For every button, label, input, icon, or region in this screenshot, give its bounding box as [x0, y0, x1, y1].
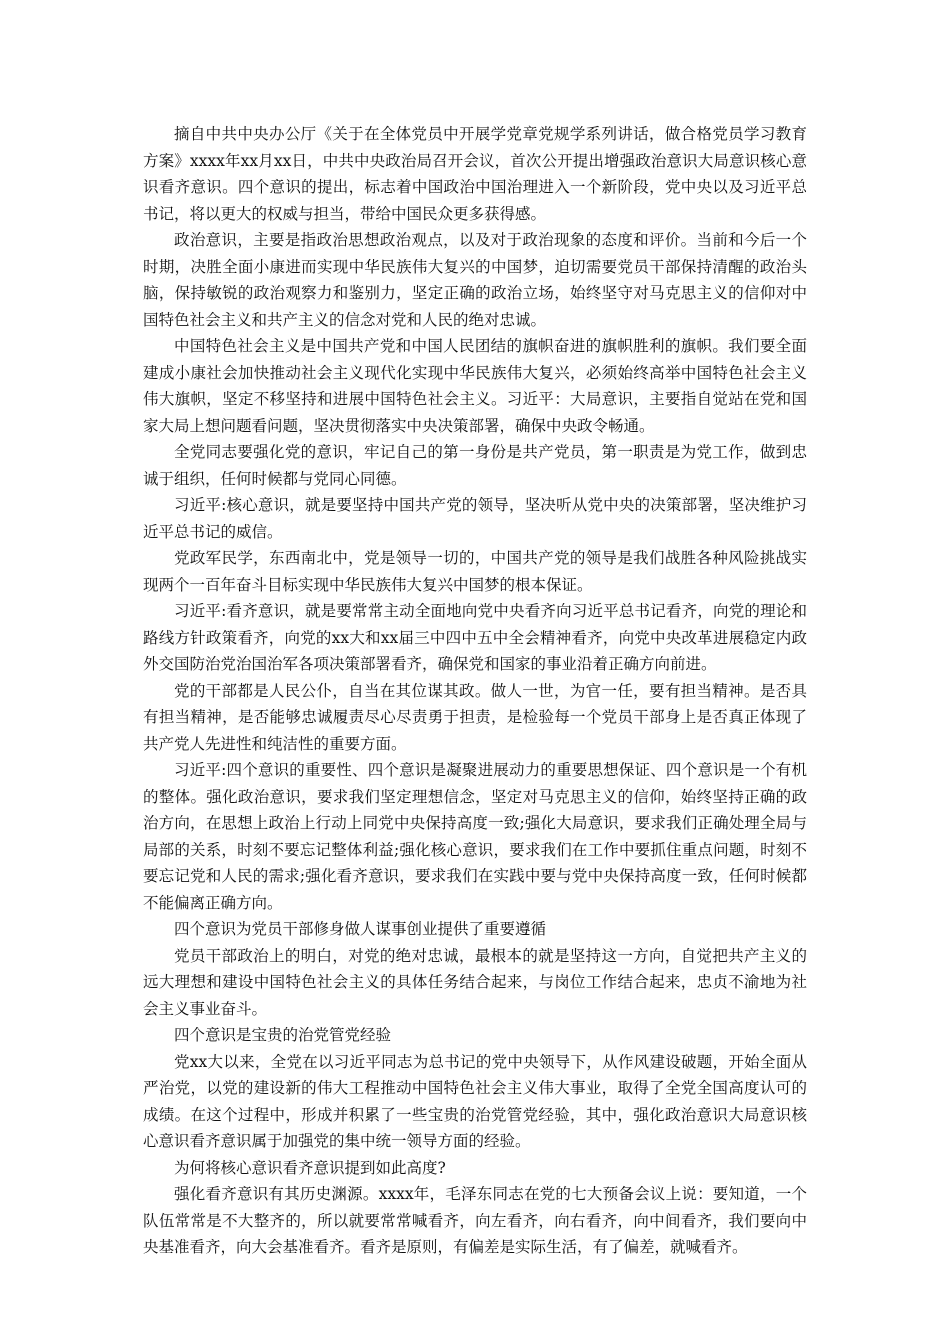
paragraph: 习近平:核心意识，就是要坚持中国共产党的领导，坚决听从党中央的决策部署，坚决维护习近平总书记的威信。	[143, 496, 807, 541]
paragraph: 强化看齐意识有其历史渊源。xxxx年，毛泽东同志在党的七大预备会议上说：要知道，一个队伍常常是不大整齐的，所以就要常常喊看齐，向左看齐，向右看齐，向中间看齐，我们要向中央基准看齐，向大会基准看齐。看齐是原则，有偏差是实际生活，有了偏差，就喊看齐。	[143, 1185, 807, 1256]
section-heading: 为何将核心意识看齐意识提到如此高度?	[174, 1158, 446, 1177]
paragraph: 全党同志要强化党的意识，牢记自己的第一身份是共产党员，第一职责是为党工作，做到忠诚于组织，任何时候都与党同心同德。	[143, 443, 807, 488]
paragraph: 摘自中共中央办公厅《关于在全体党员中开展学党章党规学系列讲话，做合格党员学习教育方案》xxxx年xx月xx日，中共中央政治局召开会议，首次公开提出增强政治意识大局意识核心意识看齐意识。四个意识的提出，标志着中国政治中国治理进入一个新阶段，党中央以及习近平总书记，将以更大的权威与担当，带给中国民众更多获得感。	[143, 125, 807, 223]
paragraph: 中国特色社会主义是中国共产党和中国人民团结的旗帜奋进的旗帜胜利的旗帜。我们要全面建成小康社会加快推动社会主义现代化实现中华民族伟大复兴，必须始终高举中国特色社会主义伟大旗帜，坚定不移坚持和进展中国特色社会主义。习近平：大局意识，主要指自觉站在党和国家大局上想问题看问题，坚决贯彻落实中央决策部署，确保中央政令畅通。	[143, 337, 807, 435]
section-heading: 四个意识是宝贵的治党管党经验	[174, 1026, 392, 1044]
paragraph: 党政军民学，东西南北中，党是领导一切的，中国共产党的领导是我们战胜各种风险挑战实现两个一百年奋斗目标实现中华民族伟大复兴中国梦的根本保证。	[143, 549, 807, 594]
paragraph: 习近平:看齐意识，就是要常常主动全面地向党中央看齐向习近平总书记看齐，向党的理论和路线方针政策看齐，向党的xx大和xx届三中四中五中全会精神看齐，向党中央改革进展稳定内政外交国防治党治国治军各项决策部署看齐，确保党和国家的事业沿着正确方向前进。	[143, 602, 807, 673]
document-body	[143, 121, 807, 1261]
paragraph: 党xx大以来，全党在以习近平同志为总书记的党中央领导下，从作风建设破题，开始全面从严治党，以党的建设新的伟大工程推动中国特色社会主义伟大事业，取得了全党全国高度认可的成绩。在这个过程中，形成并积累了一些宝贵的治党管党经验，其中，强化政治意识大局意识核心意识看齐意识属于加强党的集中统一领导方面的经验。	[143, 1052, 807, 1150]
paragraph: 党的干部都是人民公仆，自当在其位谋其政。做人一世，为官一任，要有担当精神。是否具有担当精神，是否能够忠诚履责尽心尽责勇于担责，是检验每一个党员干部身上是否真正体现了共产党人先进性和纯洁性的重要方面。	[143, 681, 807, 753]
paragraph: 习近平:四个意识的重要性、四个意识是凝聚进展动力的重要思想保证、四个意识是一个有机的整体。强化政治意识，要求我们坚定理想信念，坚定对马克思主义的信仰，始终坚持正确的政治方向，在思想上政治上行动上同党中央保持高度一致;强化大局意识，要求我们正确处理全局与局部的关系，时刻不要忘记整体利益;强化核心意识，要求我们在工作中要抓住重点问题，时刻不要忘记党和人民的需求;强化看齐意识，要求我们在实践中要与党中央保持高度一致，任何时候都不能偏离正确方向。	[143, 761, 807, 912]
section-heading: 四个意识为党员干部修身做人谋事创业提供了重要遵循	[174, 920, 547, 938]
paragraph: 党员干部政治上的明白，对党的绝对忠诚，最根本的就是坚持这一方向，自觉把共产主义的远大理想和建设中国特色社会主义的具体任务结合起来，与岗位工作结合起来，忠贞不渝地为社会主义事业奋斗。	[143, 946, 807, 1018]
paragraph: 政治意识，主要是指政治思想政治观点，以及对于政治现象的态度和评价。当前和今后一个时期，决胜全面小康进而实现中华民族伟大复兴的中国梦，迫切需要党员干部保持清醒的政治头脑，保持敏锐的政治观察力和鉴别力，坚定正确的政治立场，始终坚守对马克思主义的信仰对中国特色社会主义和共产主义的信念对党和人民的绝对忠诚。	[143, 231, 807, 329]
